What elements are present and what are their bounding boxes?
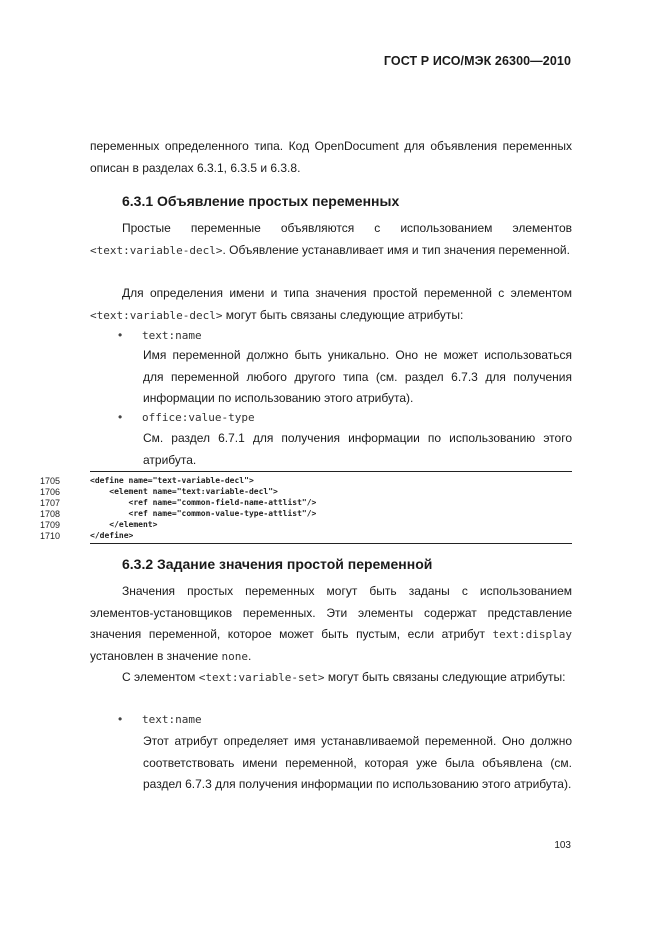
section-632-para2 (90, 667, 572, 689)
line-number: 1705 (40, 476, 61, 486)
attribute-name: text:name (142, 329, 202, 342)
para-text: могут быть связаны следующие атрибуты: (222, 307, 464, 322)
line-number: 1708 (40, 509, 61, 519)
para-text: Значения простых переменных могут быть заданы с использованием элементов-установщиков переменных. Эти элементы содержат представление значения переменной, которое может быть пустым, если атрибут (90, 584, 572, 642)
bullet-item (118, 410, 255, 424)
bullet-description: Имя переменной должно быть уникально. Оно не может использоваться для переменной любого другого типа (см. раздел 6.7.3 для получения информации по использованию этого атрибута). (143, 348, 572, 406)
code-line: </define> (90, 531, 134, 540)
code-inline: <text:variable-decl> (90, 308, 223, 322)
code-inline: none (221, 649, 248, 663)
code-inline: <text:variable-set> (198, 671, 325, 684)
code-inline: <text:variable-decl> (90, 243, 223, 257)
section-631-para2 (90, 283, 572, 326)
code-top-rule (90, 471, 572, 472)
page-number: 103 (554, 840, 571, 851)
bullet-description: Этот атрибут определяет имя устанавливаемой переменной. Оно должно соответствовать имени переменной, которая уже была объявлена (см. раздел 6.7.3 для получения информации по использованию этого атрибута). (143, 734, 572, 792)
para-text: Простые переменные объявляются с использованием элементов (122, 221, 572, 235)
bullet-icon: • (118, 410, 123, 424)
attribute-name: office:value-type (142, 411, 255, 424)
intro-text: переменных определенного типа. Код OpenDocument для объявления переменных описан в разделах 6.3.1, 6.3.5 и 6.3.8. (90, 139, 572, 175)
bullet-item (118, 712, 202, 726)
code-line: <element name="text:variable-decl"> (90, 487, 278, 496)
code-inline: text:display (492, 628, 572, 642)
para-text: . (247, 648, 252, 663)
section-632-heading: 6.3.2 Задание значения простой переменной (122, 556, 433, 572)
document-header: ГОСТ Р ИСО/МЭК 26300—2010 (383, 54, 571, 68)
para-text: Для определения имени и типа значения простой переменной с элементом (122, 286, 572, 300)
section-631-para1 (90, 218, 572, 261)
para-text: С элементом (122, 670, 199, 684)
line-number: 1709 (40, 520, 61, 530)
bullet-icon: • (118, 712, 123, 726)
line-number: 1707 (40, 498, 61, 508)
code-line: </element> (90, 520, 158, 529)
para-text: могут быть связаны следующие атрибуты: (324, 670, 566, 684)
bullet-description: См. раздел 6.7.1 для получения информации по использованию этого атрибута. (143, 431, 572, 467)
line-number: 1710 (40, 531, 61, 541)
para-text: установлен в значение (90, 648, 222, 663)
intro-paragraph (90, 136, 572, 179)
code-bottom-rule (90, 543, 572, 544)
attribute-name: text:name (142, 713, 202, 726)
para-text: . Объявление устанавливает имя и тип значения переменной. (222, 242, 570, 257)
code-line: <define name="text-variable-decl"> (90, 476, 254, 485)
bullet-item (118, 328, 202, 342)
bullet-icon: • (118, 328, 123, 342)
section-632-para1 (90, 581, 572, 667)
code-line: <ref name="common-field-name-attlist"/> (90, 498, 317, 507)
line-number: 1706 (40, 487, 61, 497)
code-line: <ref name="common-value-type-attlist"/> (90, 509, 317, 518)
section-631-heading: 6.3.1 Объявление простых переменных (122, 193, 400, 209)
